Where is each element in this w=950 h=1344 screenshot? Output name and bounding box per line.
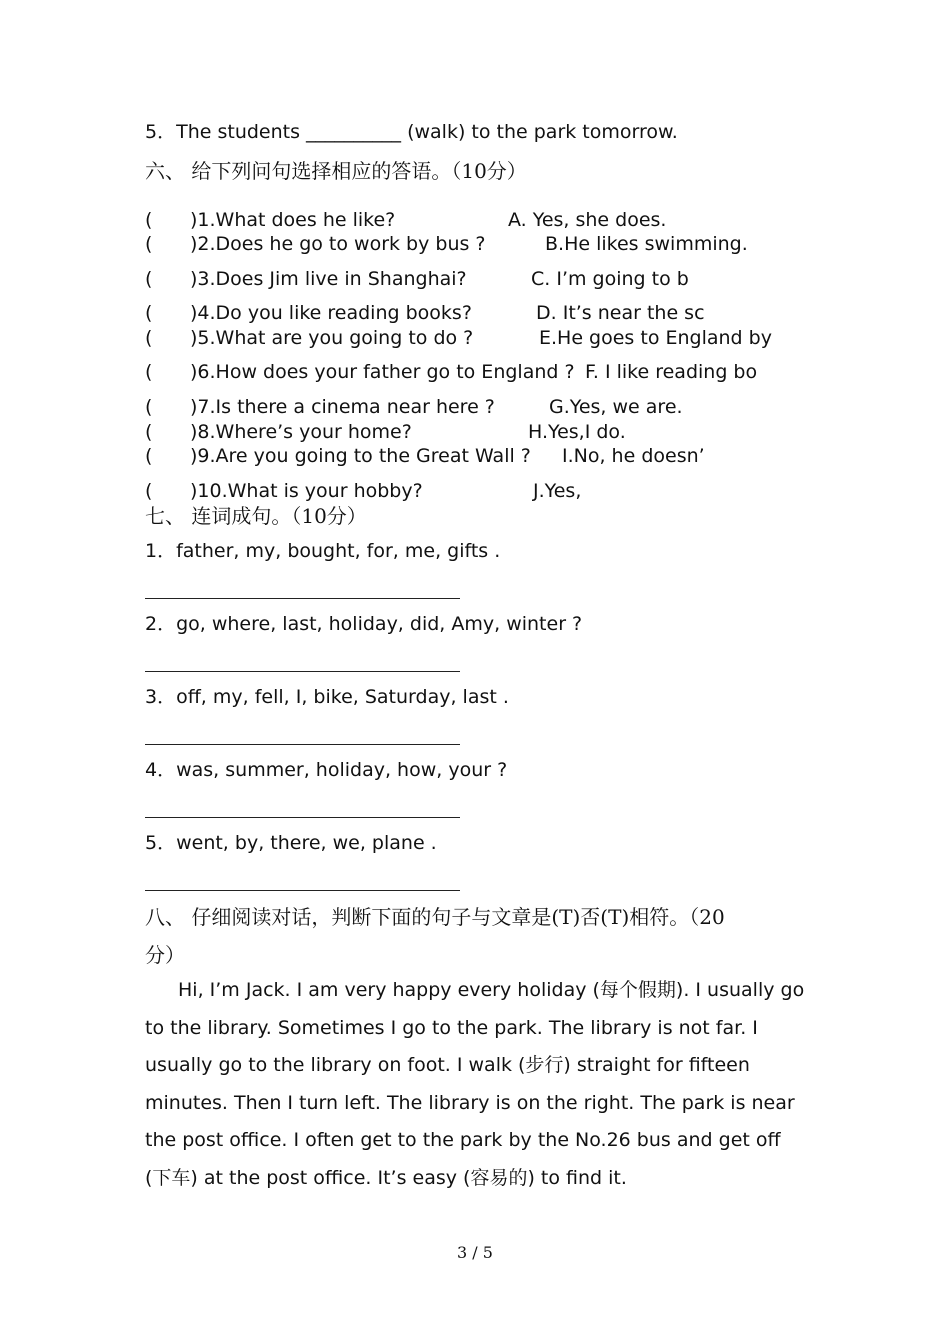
match-question: )7.Is there a cinema near here ?	[190, 396, 495, 418]
match-paren[interactable]: (	[145, 233, 153, 255]
answer-line[interactable]	[145, 744, 460, 745]
match-question: )4.Do you like reading books?	[190, 302, 472, 324]
question-5-walk: 5．The students __________ (walk) to the park tomorrow.	[145, 121, 678, 143]
match-paren[interactable]: (	[145, 445, 153, 467]
match-answer: H.Yes,I do.	[528, 421, 626, 443]
match-paren[interactable]: (	[145, 268, 153, 290]
match-answer: I.No, he doesn’	[562, 445, 705, 467]
match-question: )9.Are you going to the Great Wall ?	[190, 445, 531, 467]
match-paren[interactable]: (	[145, 327, 153, 349]
match-paren[interactable]: (	[145, 361, 153, 383]
sentence-prompt: 3．off, my, fell, I, bike, Saturday, last .	[145, 686, 509, 708]
reading-passage: Hi, I’m Jack. I am very happy every holiday (每个假期). I usually go to the library. Sometimes I go to the park. The library is not far. I usually go to the library on foot. I walk (步行) straight for fifteen minutes. Then I turn left. The library is on the right. The park is near the post office. I often get to the park by the No.26 bus and get off (下车) at the post office. It’s easy (容易的) to find it.	[145, 979, 805, 1189]
match-answer: A. Yes, she does.	[508, 209, 667, 231]
section-8-heading-cont: 分）	[145, 943, 185, 967]
match-question: )8.Where’s your home?	[190, 421, 412, 443]
match-answer: J.Yes,	[533, 480, 582, 502]
sentence-prompt: 5．went, by, there, we, plane .	[145, 832, 437, 854]
match-question: )3.Does Jim live in Shanghai?	[190, 268, 467, 290]
match-answer: E.He goes to England by	[539, 327, 772, 349]
page-number: 3 / 5	[457, 1243, 493, 1262]
section-8-heading: 八、 仔细阅读对话，判断下面的句子与文章是(T)否(T)相符。（20	[145, 905, 725, 929]
answer-line[interactable]	[145, 890, 460, 891]
match-question: )6.How does your father go to England ?	[190, 361, 575, 383]
match-question: )1.What does he like?	[190, 209, 396, 231]
sentence-prompt: 2．go, where, last, holiday, did, Amy, winter ?	[145, 613, 583, 635]
section-7-heading: 七、 连词成句。（10分）	[145, 504, 367, 528]
match-paren[interactable]: (	[145, 302, 153, 324]
match-answer: F. I like reading bo	[585, 361, 758, 383]
section-6-heading: 六、 给下列问句选择相应的答语。（10分）	[145, 159, 527, 183]
answer-line[interactable]	[145, 817, 460, 818]
match-paren[interactable]: (	[145, 421, 153, 443]
match-question: )2.Does he go to work by bus ?	[190, 233, 486, 255]
match-answer: B.He likes swimming.	[545, 233, 748, 255]
match-paren[interactable]: (	[145, 209, 153, 231]
match-paren[interactable]: (	[145, 480, 153, 502]
match-paren[interactable]: (	[145, 396, 153, 418]
match-answer: D. It’s near the sc	[536, 302, 705, 324]
match-question: )5.What are you going to do ?	[190, 327, 474, 349]
match-answer: C. I’m going to b	[531, 268, 689, 290]
sentence-prompt: 1．father, my, bought, for, me, gifts .	[145, 540, 501, 562]
match-question: )10.What is your hobby?	[190, 480, 423, 502]
sentence-prompt: 4．was, summer, holiday, how, your ?	[145, 759, 508, 781]
match-answer: G.Yes, we are.	[549, 396, 683, 418]
answer-line[interactable]	[145, 671, 460, 672]
answer-line[interactable]	[145, 598, 460, 599]
